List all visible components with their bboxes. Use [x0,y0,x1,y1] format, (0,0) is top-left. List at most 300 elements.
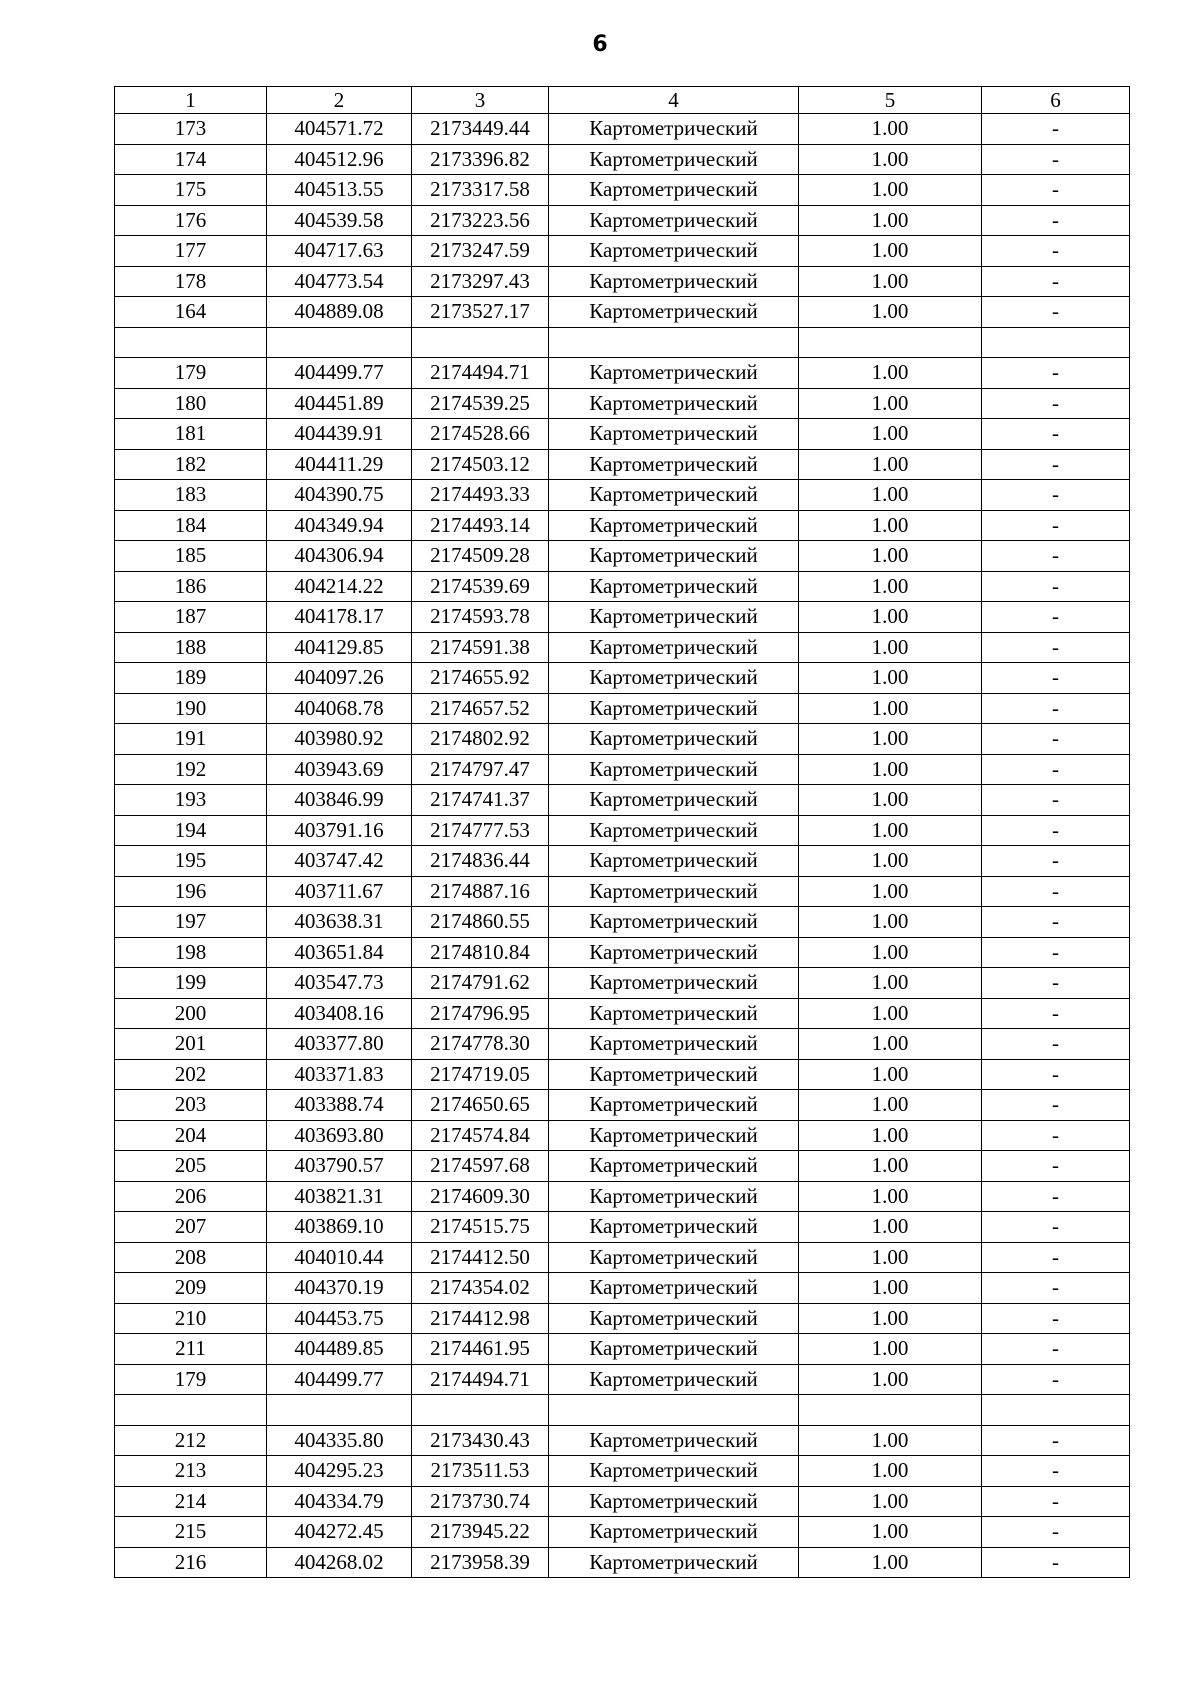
point-number-cell: 174 [115,144,267,175]
method-cell: Картометрический [549,388,799,419]
point-number-cell: 203 [115,1090,267,1121]
x-coordinate-cell: 404717.63 [267,236,412,267]
y-coordinate-cell: 2173430.43 [412,1425,549,1456]
x-coordinate-cell: 404499.77 [267,1364,412,1395]
method-cell: Картометрический [549,1029,799,1060]
description-cell: - [982,937,1130,968]
y-coordinate-cell: 2174503.12 [412,449,549,480]
x-coordinate-cell: 404097.26 [267,663,412,694]
y-coordinate-cell: 2173247.59 [412,236,549,267]
method-cell: Картометрический [549,968,799,999]
description-cell: - [982,358,1130,389]
x-coordinate-cell: 403408.16 [267,998,412,1029]
y-coordinate-cell: 2174802.92 [412,724,549,755]
point-number-cell: 206 [115,1181,267,1212]
accuracy-cell: 1.00 [799,1273,982,1304]
y-coordinate-cell: 2174741.37 [412,785,549,816]
method-cell: Картометрический [549,144,799,175]
description-cell: - [982,815,1130,846]
description-cell: - [982,876,1130,907]
x-coordinate-cell: 403651.84 [267,937,412,968]
y-coordinate-cell: 2174494.71 [412,1364,549,1395]
x-coordinate-cell: 404411.29 [267,449,412,480]
table-row [115,1425,1130,1456]
method-cell: Картометрический [549,754,799,785]
accuracy-cell: 1.00 [799,785,982,816]
table-row [115,571,1130,602]
method-cell: Картометрический [549,632,799,663]
y-coordinate-cell: 2174597.68 [412,1151,549,1182]
x-coordinate-cell: 403821.31 [267,1181,412,1212]
description-cell: - [982,663,1130,694]
header-row [115,87,1130,114]
description-cell: - [982,1517,1130,1548]
table-row [115,266,1130,297]
table-row [115,907,1130,938]
y-coordinate-cell: 2174650.65 [412,1090,549,1121]
point-number-cell: 186 [115,571,267,602]
accuracy-cell: 1.00 [799,1486,982,1517]
method-cell: Картометрический [549,205,799,236]
y-coordinate-cell: 2174791.62 [412,968,549,999]
method-cell: Картометрический [549,175,799,206]
method-cell: Картометрический [549,1547,799,1578]
column-header: 2 [267,87,412,114]
method-cell: Картометрический [549,724,799,755]
description-cell: - [982,693,1130,724]
accuracy-cell: 1.00 [799,1547,982,1578]
description-cell: - [982,1425,1130,1456]
y-coordinate-cell: 2173449.44 [412,114,549,145]
point-number-cell: 214 [115,1486,267,1517]
description-cell: - [982,388,1130,419]
x-coordinate-cell: 403638.31 [267,907,412,938]
method-cell: Картометрический [549,663,799,694]
x-coordinate-cell: 404010.44 [267,1242,412,1273]
point-number-cell: 210 [115,1303,267,1334]
point-number-cell: 192 [115,754,267,785]
method-cell: Картометрический [549,1059,799,1090]
x-coordinate-cell: 403846.99 [267,785,412,816]
y-coordinate-cell: 2174515.75 [412,1212,549,1243]
point-number-cell [115,327,267,358]
y-coordinate-cell: 2174778.30 [412,1029,549,1060]
table-row [115,175,1130,206]
x-coordinate-cell: 404349.94 [267,510,412,541]
description-cell: - [982,1029,1130,1060]
description-cell: - [982,114,1130,145]
accuracy-cell: 1.00 [799,449,982,480]
method-cell: Картометрический [549,693,799,724]
table-row [115,1517,1130,1548]
x-coordinate-cell: 403790.57 [267,1151,412,1182]
x-coordinate-cell: 403791.16 [267,815,412,846]
accuracy-cell: 1.00 [799,175,982,206]
method-cell: Картометрический [549,1242,799,1273]
table-row [115,1364,1130,1395]
point-number-cell: 185 [115,541,267,572]
table-header [115,87,1130,114]
description-cell: - [982,1059,1130,1090]
accuracy-cell: 1.00 [799,1425,982,1456]
y-coordinate-cell: 2174354.02 [412,1273,549,1304]
description-cell: - [982,1303,1130,1334]
y-coordinate-cell: 2174593.78 [412,602,549,633]
point-number-cell: 178 [115,266,267,297]
point-number-cell: 207 [115,1212,267,1243]
point-number-cell: 184 [115,510,267,541]
method-cell: Картометрический [549,1273,799,1304]
y-coordinate-cell: 2174539.25 [412,388,549,419]
point-number-cell: 201 [115,1029,267,1060]
y-coordinate-cell: 2174887.16 [412,876,549,907]
accuracy-cell: 1.00 [799,358,982,389]
x-coordinate-cell: 404214.22 [267,571,412,602]
method-cell: Картометрический [549,1364,799,1395]
point-number-cell: 199 [115,968,267,999]
method-cell: Картометрический [549,876,799,907]
method-cell: Картометрический [549,1212,799,1243]
x-coordinate-cell [267,327,412,358]
description-cell: - [982,1486,1130,1517]
y-coordinate-cell: 2174836.44 [412,846,549,877]
accuracy-cell: 1.00 [799,1303,982,1334]
description-cell: - [982,1120,1130,1151]
x-coordinate-cell: 404571.72 [267,114,412,145]
x-coordinate-cell: 403711.67 [267,876,412,907]
method-cell: Картометрический [549,998,799,1029]
y-coordinate-cell: 2173730.74 [412,1486,549,1517]
column-header: 1 [115,87,267,114]
point-number-cell: 173 [115,114,267,145]
accuracy-cell: 1.00 [799,846,982,877]
y-coordinate-cell: 2173317.58 [412,175,549,206]
x-coordinate-cell: 403547.73 [267,968,412,999]
table-row [115,815,1130,846]
accuracy-cell: 1.00 [799,754,982,785]
method-cell: Картометрический [549,297,799,328]
accuracy-cell: 1.00 [799,144,982,175]
method-cell: Картометрический [549,541,799,572]
x-coordinate-cell: 403377.80 [267,1029,412,1060]
table-row [115,1212,1130,1243]
accuracy-cell: 1.00 [799,937,982,968]
table-row [115,1242,1130,1273]
description-cell: - [982,1273,1130,1304]
y-coordinate-cell: 2173958.39 [412,1547,549,1578]
y-coordinate-cell: 2174412.98 [412,1303,549,1334]
accuracy-cell: 1.00 [799,419,982,450]
table-row [115,1456,1130,1487]
point-number-cell: 187 [115,602,267,633]
table-row [115,388,1130,419]
method-cell: Картометрический [549,358,799,389]
accuracy-cell: 1.00 [799,602,982,633]
y-coordinate-cell: 2174493.33 [412,480,549,511]
method-cell: Картометрический [549,266,799,297]
table-row [115,1181,1130,1212]
accuracy-cell: 1.00 [799,388,982,419]
x-coordinate-cell: 404489.85 [267,1334,412,1365]
y-coordinate-cell: 2174796.95 [412,998,549,1029]
x-coordinate-cell: 404539.58 [267,205,412,236]
description-cell: - [982,602,1130,633]
accuracy-cell [799,327,982,358]
y-coordinate-cell: 2174777.53 [412,815,549,846]
description-cell: - [982,785,1130,816]
table-row [115,1120,1130,1151]
table-row [115,602,1130,633]
y-coordinate-cell: 2174539.69 [412,571,549,602]
accuracy-cell [799,1395,982,1426]
accuracy-cell: 1.00 [799,1517,982,1548]
x-coordinate-cell: 404268.02 [267,1547,412,1578]
accuracy-cell: 1.00 [799,1090,982,1121]
table-row [115,968,1130,999]
column-header: 6 [982,87,1130,114]
accuracy-cell: 1.00 [799,1242,982,1273]
point-number-cell: 204 [115,1120,267,1151]
y-coordinate-cell: 2174657.52 [412,693,549,724]
y-coordinate-cell: 2173511.53 [412,1456,549,1487]
y-coordinate-cell: 2174412.50 [412,1242,549,1273]
point-number-cell: 179 [115,1364,267,1395]
table-row [115,1334,1130,1365]
accuracy-cell: 1.00 [799,693,982,724]
table-row [115,327,1130,358]
description-cell: - [982,1364,1130,1395]
x-coordinate-cell: 403388.74 [267,1090,412,1121]
table-row [115,724,1130,755]
description-cell: - [982,266,1130,297]
point-number-cell: 164 [115,297,267,328]
accuracy-cell: 1.00 [799,724,982,755]
accuracy-cell: 1.00 [799,632,982,663]
point-number-cell: 188 [115,632,267,663]
y-coordinate-cell: 2173223.56 [412,205,549,236]
accuracy-cell: 1.00 [799,907,982,938]
point-number-cell: 208 [115,1242,267,1273]
x-coordinate-cell: 404129.85 [267,632,412,663]
table-row [115,541,1130,572]
method-cell: Картометрический [549,1181,799,1212]
y-coordinate-cell: 2174528.66 [412,419,549,450]
point-number-cell: 216 [115,1547,267,1578]
x-coordinate-cell: 404306.94 [267,541,412,572]
accuracy-cell: 1.00 [799,114,982,145]
point-number-cell: 190 [115,693,267,724]
description-cell: - [982,1212,1130,1243]
description-cell: - [982,1090,1130,1121]
table-row [115,876,1130,907]
table-row [115,937,1130,968]
description-cell: - [982,846,1130,877]
accuracy-cell: 1.00 [799,1151,982,1182]
method-cell: Картометрический [549,907,799,938]
accuracy-cell: 1.00 [799,1059,982,1090]
point-number-cell: 211 [115,1334,267,1365]
table-row [115,1547,1130,1578]
method-cell: Картометрический [549,1303,799,1334]
x-coordinate-cell: 404451.89 [267,388,412,419]
method-cell: Картометрический [549,571,799,602]
description-cell: - [982,1547,1130,1578]
table-row [115,785,1130,816]
point-number-cell: 200 [115,998,267,1029]
point-number-cell: 179 [115,358,267,389]
description-cell: - [982,510,1130,541]
x-coordinate-cell: 404068.78 [267,693,412,724]
description-cell [982,327,1130,358]
table-row [115,1486,1130,1517]
description-cell: - [982,175,1130,206]
point-number-cell: 196 [115,876,267,907]
description-cell: - [982,480,1130,511]
accuracy-cell: 1.00 [799,998,982,1029]
x-coordinate-cell: 403943.69 [267,754,412,785]
point-number-cell: 209 [115,1273,267,1304]
y-coordinate-cell: 2174860.55 [412,907,549,938]
method-cell: Картометрический [549,1151,799,1182]
description-cell: - [982,571,1130,602]
accuracy-cell: 1.00 [799,663,982,694]
method-cell: Картометрический [549,1456,799,1487]
point-number-cell: 197 [115,907,267,938]
x-coordinate-cell: 404295.23 [267,1456,412,1487]
accuracy-cell: 1.00 [799,968,982,999]
point-number-cell [115,1395,267,1426]
point-number-cell: 183 [115,480,267,511]
table-row [115,632,1130,663]
table-row [115,236,1130,267]
method-cell [549,1395,799,1426]
point-number-cell: 205 [115,1151,267,1182]
point-number-cell: 176 [115,205,267,236]
y-coordinate-cell: 2174574.84 [412,1120,549,1151]
y-coordinate-cell: 2174494.71 [412,358,549,389]
y-coordinate-cell: 2173396.82 [412,144,549,175]
description-cell: - [982,724,1130,755]
accuracy-cell: 1.00 [799,297,982,328]
x-coordinate-cell: 404889.08 [267,297,412,328]
table-row [115,144,1130,175]
x-coordinate-cell: 404335.80 [267,1425,412,1456]
point-number-cell: 194 [115,815,267,846]
x-coordinate-cell: 404370.19 [267,1273,412,1304]
description-cell: - [982,419,1130,450]
table-row [115,998,1130,1029]
table-row [115,1273,1130,1304]
method-cell: Картометрический [549,1334,799,1365]
method-cell: Картометрический [549,480,799,511]
column-header: 3 [412,87,549,114]
point-number-cell: 213 [115,1456,267,1487]
point-number-cell: 191 [115,724,267,755]
method-cell: Картометрический [549,785,799,816]
table-row [115,419,1130,450]
table-row [115,1059,1130,1090]
table-row [115,449,1130,480]
description-cell: - [982,907,1130,938]
y-coordinate-cell: 2174609.30 [412,1181,549,1212]
description-cell: - [982,541,1130,572]
point-number-cell: 182 [115,449,267,480]
description-cell: - [982,297,1130,328]
y-coordinate-cell: 2174810.84 [412,937,549,968]
description-cell: - [982,144,1130,175]
point-number-cell: 195 [115,846,267,877]
table-row [115,1029,1130,1060]
point-number-cell: 193 [115,785,267,816]
y-coordinate-cell: 2173945.22 [412,1517,549,1548]
y-coordinate-cell: 2174655.92 [412,663,549,694]
y-coordinate-cell: 2174591.38 [412,632,549,663]
x-coordinate-cell [267,1395,412,1426]
accuracy-cell: 1.00 [799,1334,982,1365]
y-coordinate-cell: 2174509.28 [412,541,549,572]
table-row [115,1090,1130,1121]
method-cell: Картометрический [549,602,799,633]
y-coordinate-cell: 2174493.14 [412,510,549,541]
method-cell: Картометрический [549,236,799,267]
x-coordinate-cell: 404390.75 [267,480,412,511]
table-row [115,510,1130,541]
method-cell: Картометрический [549,510,799,541]
y-coordinate-cell: 2174719.05 [412,1059,549,1090]
x-coordinate-cell: 404453.75 [267,1303,412,1334]
accuracy-cell: 1.00 [799,266,982,297]
x-coordinate-cell: 404512.96 [267,144,412,175]
method-cell: Картометрический [549,1517,799,1548]
point-number-cell: 189 [115,663,267,694]
accuracy-cell: 1.00 [799,1456,982,1487]
description-cell: - [982,1242,1130,1273]
method-cell [549,327,799,358]
accuracy-cell: 1.00 [799,815,982,846]
method-cell: Картометрический [549,1486,799,1517]
description-cell: - [982,205,1130,236]
accuracy-cell: 1.00 [799,541,982,572]
description-cell: - [982,754,1130,785]
description-cell: - [982,1151,1130,1182]
accuracy-cell: 1.00 [799,1120,982,1151]
description-cell: - [982,968,1130,999]
table-row [115,1395,1130,1426]
page-number: 6 [592,32,608,57]
y-coordinate-cell: 2173297.43 [412,266,549,297]
method-cell: Картометрический [549,937,799,968]
method-cell: Картометрический [549,1090,799,1121]
x-coordinate-cell: 404178.17 [267,602,412,633]
point-number-cell: 177 [115,236,267,267]
coordinates-table [114,86,1130,1578]
accuracy-cell: 1.00 [799,1029,982,1060]
description-cell: - [982,449,1130,480]
description-cell [982,1395,1130,1426]
method-cell: Картометрический [549,815,799,846]
accuracy-cell: 1.00 [799,876,982,907]
table-row [115,693,1130,724]
x-coordinate-cell: 404439.91 [267,419,412,450]
method-cell: Картометрический [549,1120,799,1151]
accuracy-cell: 1.00 [799,1212,982,1243]
point-number-cell: 202 [115,1059,267,1090]
x-coordinate-cell: 403693.80 [267,1120,412,1151]
y-coordinate-cell: 2173527.17 [412,297,549,328]
accuracy-cell: 1.00 [799,205,982,236]
point-number-cell: 215 [115,1517,267,1548]
point-number-cell: 198 [115,937,267,968]
